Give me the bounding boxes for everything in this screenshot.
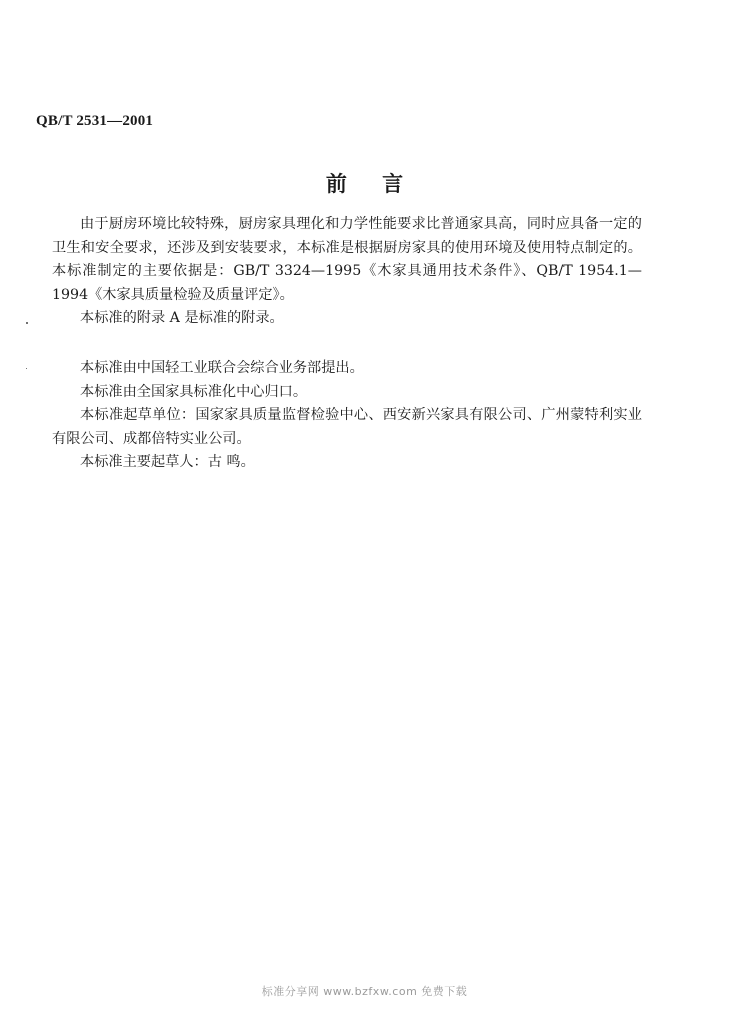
scan-speck bbox=[26, 322, 28, 324]
paragraph-basis: 由于厨房环境比较特殊，厨房家具理化和力学性能要求比普通家具高，同时应具备一定的卫生和安全要求，还涉及到安装要求，本标准是根据厨房家具的使用环境及使用特点制定的。本标准制定的主要依据是：GB/T 3324—1995《木家具通用技术条件》、QB/T 1954.1—1994《木家具质量检验及质量评定》。 bbox=[52, 216, 642, 303]
paragraph-appendix: 本标准的附录 A 是标准的附录。 bbox=[80, 310, 284, 327]
paragraph-drafters: 本标准主要起草人：古 鸣。 bbox=[80, 454, 255, 471]
footer-watermark: 标准分享网 www.bzfxw.com 免费下载 bbox=[261, 985, 468, 998]
paragraph-gap bbox=[52, 331, 642, 357]
paragraph-drafting-units: 本标准起草单位：国家家具质量监督检验中心、西安新兴家具有限公司、广州蒙特利实业有限公司、成都倍特实业公司。 bbox=[52, 407, 642, 447]
paragraph-centralized: 本标准由全国家具标准化中心归口。 bbox=[80, 383, 308, 400]
scan-speck bbox=[26, 368, 27, 369]
paragraph-proposer: 本标准由中国轻工业联合会综合业务部提出。 bbox=[80, 359, 364, 376]
page-title: 前 言 bbox=[325, 172, 418, 196]
document-body bbox=[52, 213, 642, 475]
document-code: QB/T 2531—2001 bbox=[36, 113, 154, 129]
